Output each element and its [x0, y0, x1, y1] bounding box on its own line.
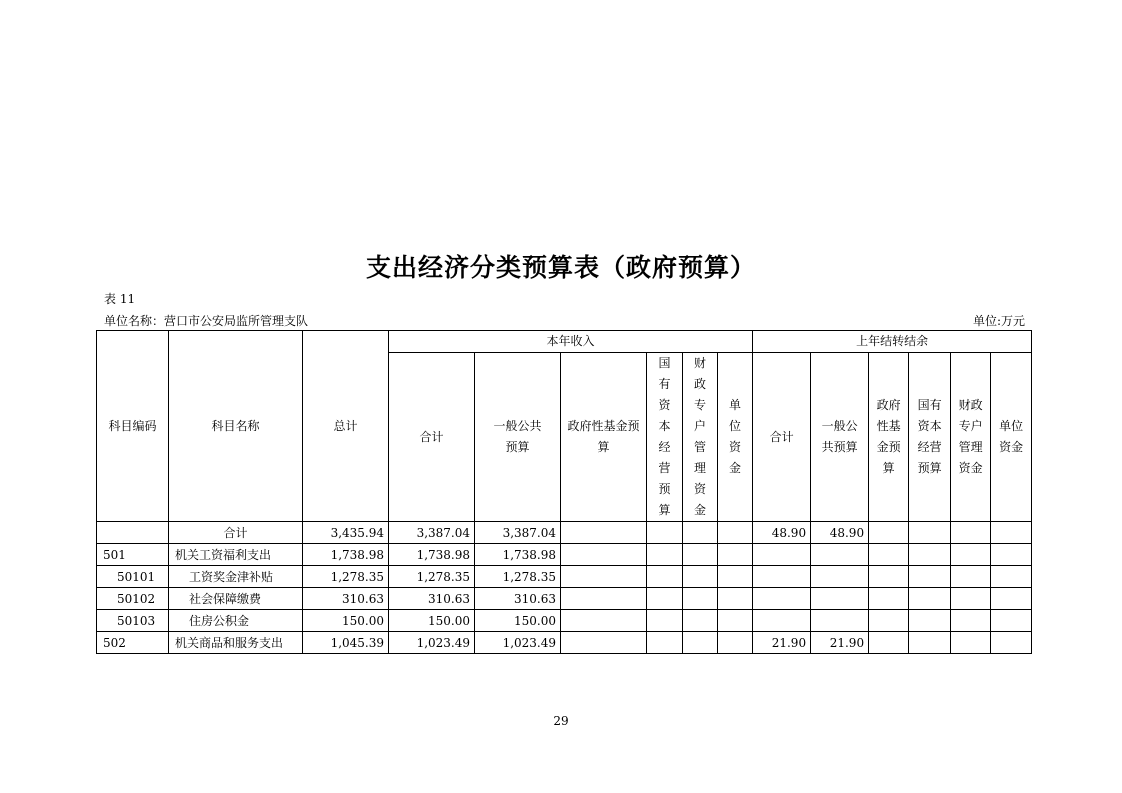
- row-cur-special: [683, 610, 718, 632]
- header-cur-unit: 单位资金: [718, 353, 753, 522]
- row-name: 住房公积金: [169, 610, 303, 632]
- row-cur-state: [647, 544, 683, 566]
- row-co-unit: [991, 544, 1032, 566]
- row-cur-total: 1,738.98: [389, 544, 475, 566]
- header-co-general: 一般公共预算: [811, 353, 869, 522]
- row-co-state: [909, 632, 951, 654]
- table-number: 表 11: [104, 292, 136, 306]
- row-co-special: [951, 632, 991, 654]
- header-co-total: 合计: [753, 353, 811, 522]
- row-name: 机关商品和服务支出: [169, 632, 303, 654]
- row-cur-state: [647, 588, 683, 610]
- row-co-special: [951, 588, 991, 610]
- row-cur-unit: [718, 610, 753, 632]
- row-cur-general: 3,387.04: [475, 522, 561, 544]
- row-cur-fund: [561, 588, 647, 610]
- header-cur-general: 一般公共预算: [475, 353, 561, 522]
- row-cur-special: [683, 522, 718, 544]
- row-cur-unit: [718, 588, 753, 610]
- row-co-total: [753, 610, 811, 632]
- row-name: 工资奖金津补贴: [169, 566, 303, 588]
- row-cur-state: [647, 566, 683, 588]
- row-total: 1,738.98: [303, 544, 389, 566]
- row-cur-unit: [718, 522, 753, 544]
- header-name: 科目名称: [169, 331, 303, 522]
- row-co-fund: [869, 632, 909, 654]
- row-cur-fund: [561, 544, 647, 566]
- row-name: 机关工资福利支出: [169, 544, 303, 566]
- row-cur-unit: [718, 566, 753, 588]
- row-total: 3,435.94: [303, 522, 389, 544]
- row-co-general: 21.90: [811, 632, 869, 654]
- row-code: 502: [97, 632, 169, 654]
- row-co-fund: [869, 522, 909, 544]
- row-co-state: [909, 588, 951, 610]
- row-cur-special: [683, 588, 718, 610]
- header-cur-fund: 政府性基金预算: [561, 353, 647, 522]
- row-code: 50102: [97, 588, 169, 610]
- header-code: 科目编码: [97, 331, 169, 522]
- row-cur-fund: [561, 610, 647, 632]
- row-co-special: [951, 566, 991, 588]
- row-co-total: 48.90: [753, 522, 811, 544]
- row-co-special: [951, 522, 991, 544]
- table-row: [97, 544, 1032, 566]
- row-cur-state: [647, 610, 683, 632]
- unit-label: 单位:万元: [972, 314, 1025, 328]
- row-cur-unit: [718, 544, 753, 566]
- row-code: 50103: [97, 610, 169, 632]
- header-carryover: 上年结转结余: [753, 331, 1032, 353]
- budget-table: [96, 330, 1032, 654]
- row-cur-unit: [718, 632, 753, 654]
- table-row: [97, 632, 1032, 654]
- row-cur-state: [647, 632, 683, 654]
- row-cur-fund: [561, 632, 647, 654]
- row-cur-total: 310.63: [389, 588, 475, 610]
- row-co-state: [909, 544, 951, 566]
- header-current-income: 本年收入: [389, 331, 753, 353]
- row-co-unit: [991, 610, 1032, 632]
- row-code: 501: [97, 544, 169, 566]
- row-co-unit: [991, 588, 1032, 610]
- row-co-total: [753, 588, 811, 610]
- row-cur-general: 150.00: [475, 610, 561, 632]
- row-cur-general: 1,278.35: [475, 566, 561, 588]
- row-cur-fund: [561, 566, 647, 588]
- header-co-unit: 单位资金: [991, 353, 1032, 522]
- row-cur-general: 1,023.49: [475, 632, 561, 654]
- header-cur-special: 财政专户管理资金: [683, 353, 718, 522]
- row-cur-total: 150.00: [389, 610, 475, 632]
- row-co-general: 48.90: [811, 522, 869, 544]
- row-co-total: [753, 566, 811, 588]
- row-co-general: [811, 610, 869, 632]
- row-cur-fund: [561, 522, 647, 544]
- unit-name: 单位名称：营口市公安局监所管理支队: [104, 314, 309, 328]
- row-cur-general: 1,738.98: [475, 544, 561, 566]
- row-co-general: [811, 588, 869, 610]
- table-row: [97, 610, 1032, 632]
- row-total: 1,045.39: [303, 632, 389, 654]
- row-cur-special: [683, 544, 718, 566]
- row-code: [97, 522, 169, 544]
- row-co-general: [811, 544, 869, 566]
- row-code: 50101: [97, 566, 169, 588]
- row-cur-special: [683, 632, 718, 654]
- row-cur-total: 1,023.49: [389, 632, 475, 654]
- row-co-fund: [869, 610, 909, 632]
- row-name: 社会保障缴费: [169, 588, 303, 610]
- row-name: 合计: [169, 522, 303, 544]
- row-total: 310.63: [303, 588, 389, 610]
- row-total: 150.00: [303, 610, 389, 632]
- header-co-state: 国有资本经营预算: [909, 353, 951, 522]
- page-title: 支出经济分类预算表（政府预算）: [365, 253, 756, 282]
- row-co-unit: [991, 632, 1032, 654]
- table-row: [97, 588, 1032, 610]
- header-cur-total: 合计: [389, 353, 475, 522]
- row-cur-total: 1,278.35: [389, 566, 475, 588]
- table-row: [97, 566, 1032, 588]
- row-co-fund: [869, 588, 909, 610]
- row-co-fund: [869, 566, 909, 588]
- row-co-unit: [991, 522, 1032, 544]
- row-co-general: [811, 566, 869, 588]
- header-co-fund: 政府性基金预算: [869, 353, 909, 522]
- row-co-total: 21.90: [753, 632, 811, 654]
- row-total: 1,278.35: [303, 566, 389, 588]
- row-cur-general: 310.63: [475, 588, 561, 610]
- row-co-unit: [991, 566, 1032, 588]
- page-number: 29: [553, 714, 569, 728]
- row-co-total: [753, 544, 811, 566]
- header-cur-state: 国有资本经营预算: [647, 353, 683, 522]
- header-total: 总计: [303, 331, 389, 522]
- header-co-special: 财政专户管理资金: [951, 353, 991, 522]
- row-co-fund: [869, 544, 909, 566]
- row-co-special: [951, 610, 991, 632]
- row-co-state: [909, 566, 951, 588]
- row-cur-total: 3,387.04: [389, 522, 475, 544]
- row-cur-special: [683, 566, 718, 588]
- row-co-special: [951, 544, 991, 566]
- row-cur-state: [647, 522, 683, 544]
- row-co-state: [909, 522, 951, 544]
- table-row: [97, 522, 1032, 544]
- row-co-state: [909, 610, 951, 632]
